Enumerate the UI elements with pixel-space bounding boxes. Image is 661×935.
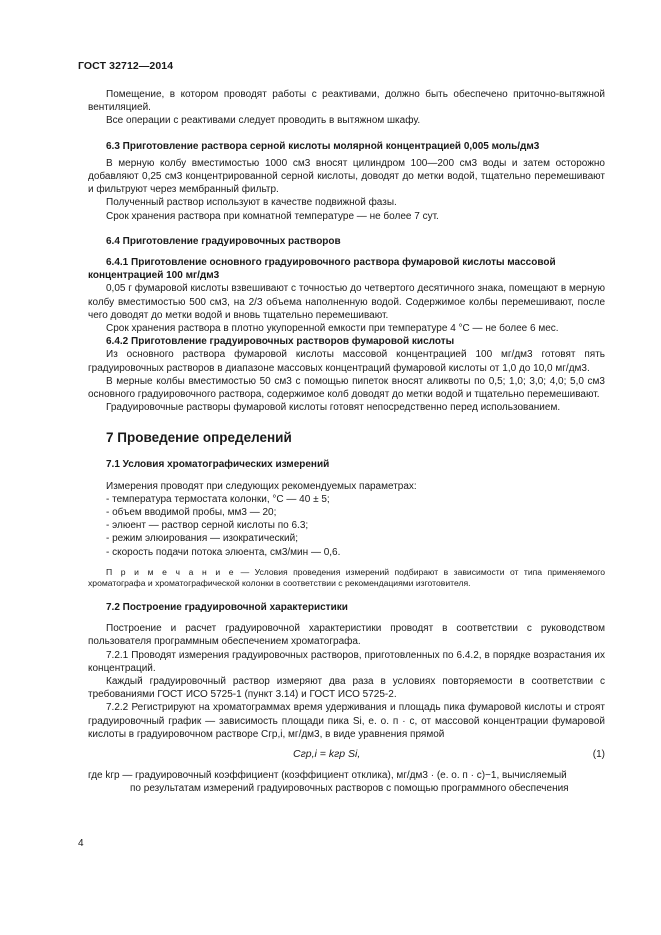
section-7-1-intro: Измерения проводят при следующих рекомендуемых параметрах: xyxy=(106,480,417,492)
section-6-4-1-heading: 6.4.1 Приготовление основного градуировочного раствора фумаровой кислоты массовой концентрацией 100 мг/дм3 xyxy=(88,257,556,282)
parameter-list-item: - скорость подачи потока элюента, см3/мин — 0,6. xyxy=(106,546,341,558)
intro-paragraph-1: Помещение, в котором проводят работы с реактивами, должно быть обеспечено приточно-вытяжной вентиляцией. xyxy=(88,89,605,114)
parameter-list-item: - температура термостата колонки, °С — 40 ± 5; xyxy=(106,493,330,505)
intro-paragraph-2: Все операции с реактивами следует проводить в вытяжном шкафу. xyxy=(106,115,421,127)
section-6-4-2-paragraph-1: Из основного раствора фумаровой кислоты массовой концентрацией 100 мг/дм3 готовят пять градуировочных растворов в диапазоне массовых концентраций фумаровой кислоты от 1,0 до 10,0 мг/дм3. xyxy=(88,349,605,374)
section-6-4-1-paragraph-1: 0,05 г фумаровой кислоты взвешивают с точностью до четвертого десятичного знака, помещают в мерную колбу вместимостью 500 см3, на 2/3 объема наполненную водой. Содержимое колбы перемешивают, после чего доводят до метки водой и вновь тщательно перемешивают. xyxy=(88,283,605,321)
section-6-4-1-paragraph-2: Срок хранения раствора в плотно укупоренной емкости при температуре 4 °С — не более 6 мес. xyxy=(106,323,559,335)
page-number: 4 xyxy=(78,838,84,849)
parameter-list-item: - режим элюирования — изократический; xyxy=(106,533,298,545)
section-7-2-paragraph-1: Построение и расчет градуировочной характеристики проводят в соответствии с руководством пользователя программным обеспечением хроматографа. xyxy=(88,623,605,648)
section-6-3-paragraph-3: Срок хранения раствора при комнатной температуре — не более 7 сут. xyxy=(106,210,439,222)
section-7-1-heading: 7.1 Условия хроматографических измерений xyxy=(106,459,330,471)
section-6-4-2-heading: 6.4.2 Приготовление градуировочных растворов фумаровой кислоты xyxy=(106,336,455,348)
note-text: — Условия проведения измерений подбирают в зависимости от типа применяемого хроматографа и хроматографической колонки в соответствии с рекомендациями изготовителя. xyxy=(88,566,605,588)
section-7-2-1-paragraph: 7.2.1 Проводят измерения градуировочных растворов, приготовленных по 6.4.2, в порядке возрастания их концентраций. xyxy=(88,649,605,674)
section-6-3-paragraph-1: В мерную колбу вместимостью 1000 см3 вносят цилиндром 100—200 см3 воды и затем осторожно добавляют 0,25 см3 концентрированной серной кислоты, доводят до метки водой, тщательно перемешивают и фильтруют через мембранный фильтр. xyxy=(88,157,605,196)
formula-definition xyxy=(88,769,605,795)
definition-line-2: по результатам измерений градуировочных растворов с помощью программного обеспечения xyxy=(130,783,569,795)
document-body xyxy=(88,88,605,795)
note-label: П р и м е ч а н и е xyxy=(106,566,236,577)
section-6-4-2-paragraph-3: Градуировочные растворы фумаровой кислоты готовят непосредственно перед использованием. xyxy=(106,402,561,414)
formula-number: (1) xyxy=(592,748,605,760)
formula-expression: Сгр,i = kгр Si, xyxy=(293,747,361,760)
document-header: ГОСТ 32712—2014 xyxy=(78,60,174,72)
section-6-3-paragraph-2: Полученный раствор используют в качестве подвижной фазы. xyxy=(106,197,397,209)
section-6-3-heading: 6.3 Приготовление раствора серной кислоты молярной концентрацией 0,005 моль/дм3 xyxy=(106,140,540,152)
parameter-list-item: - элюент — раствор серной кислоты по 6.3; xyxy=(106,520,309,532)
section-7-2-2-paragraph: 7.2.2 Регистрируют на хроматограммах время удерживания и площадь пика фумаровой кислоты и строят градуировочный график — зависимость площади пика Si, е. о. п · с, от массовой концентрации фумаровой кислоты в градуировочном растворе Сгр,i, мг/дм3, в виде уравнения прямой xyxy=(88,702,605,740)
section-7-2-heading: 7.2 Построение градуировочной характеристики xyxy=(106,601,348,613)
section-7-2-1-paragraph-2: Каждый градуировочный раствор измеряют два раза в условиях повторяемости в соответствии с требованиями ГОСТ ИСО 5725-1 (пункт 3.14) и ГОСТ ИСО 5725-2. xyxy=(88,675,605,701)
definition-line-1: где kгр — градуировочный коэффициент (коэффициент отклика), мг/дм3 · (е. о. п · с)−1, вычисляемый xyxy=(88,769,567,781)
section-7-heading: 7 Проведение определений xyxy=(106,430,292,446)
note-paragraph xyxy=(88,567,605,589)
parameter-list-item: - объем вводимой пробы, мм3 — 20; xyxy=(106,507,277,519)
section-6-4-2-paragraph-2: В мерные колбы вместимостью 50 см3 с помощью пипеток вносят аликвоты по 0,5; 1,0; 3,0; 4,0; 5,0 см3 основного градуировочного раствора, содержимое колб доводят до метки водой и тщательно перемешивают. xyxy=(88,375,605,401)
section-6-4-heading: 6.4 Приготовление градуировочных растворов xyxy=(106,235,341,247)
formula-1 xyxy=(88,745,605,765)
